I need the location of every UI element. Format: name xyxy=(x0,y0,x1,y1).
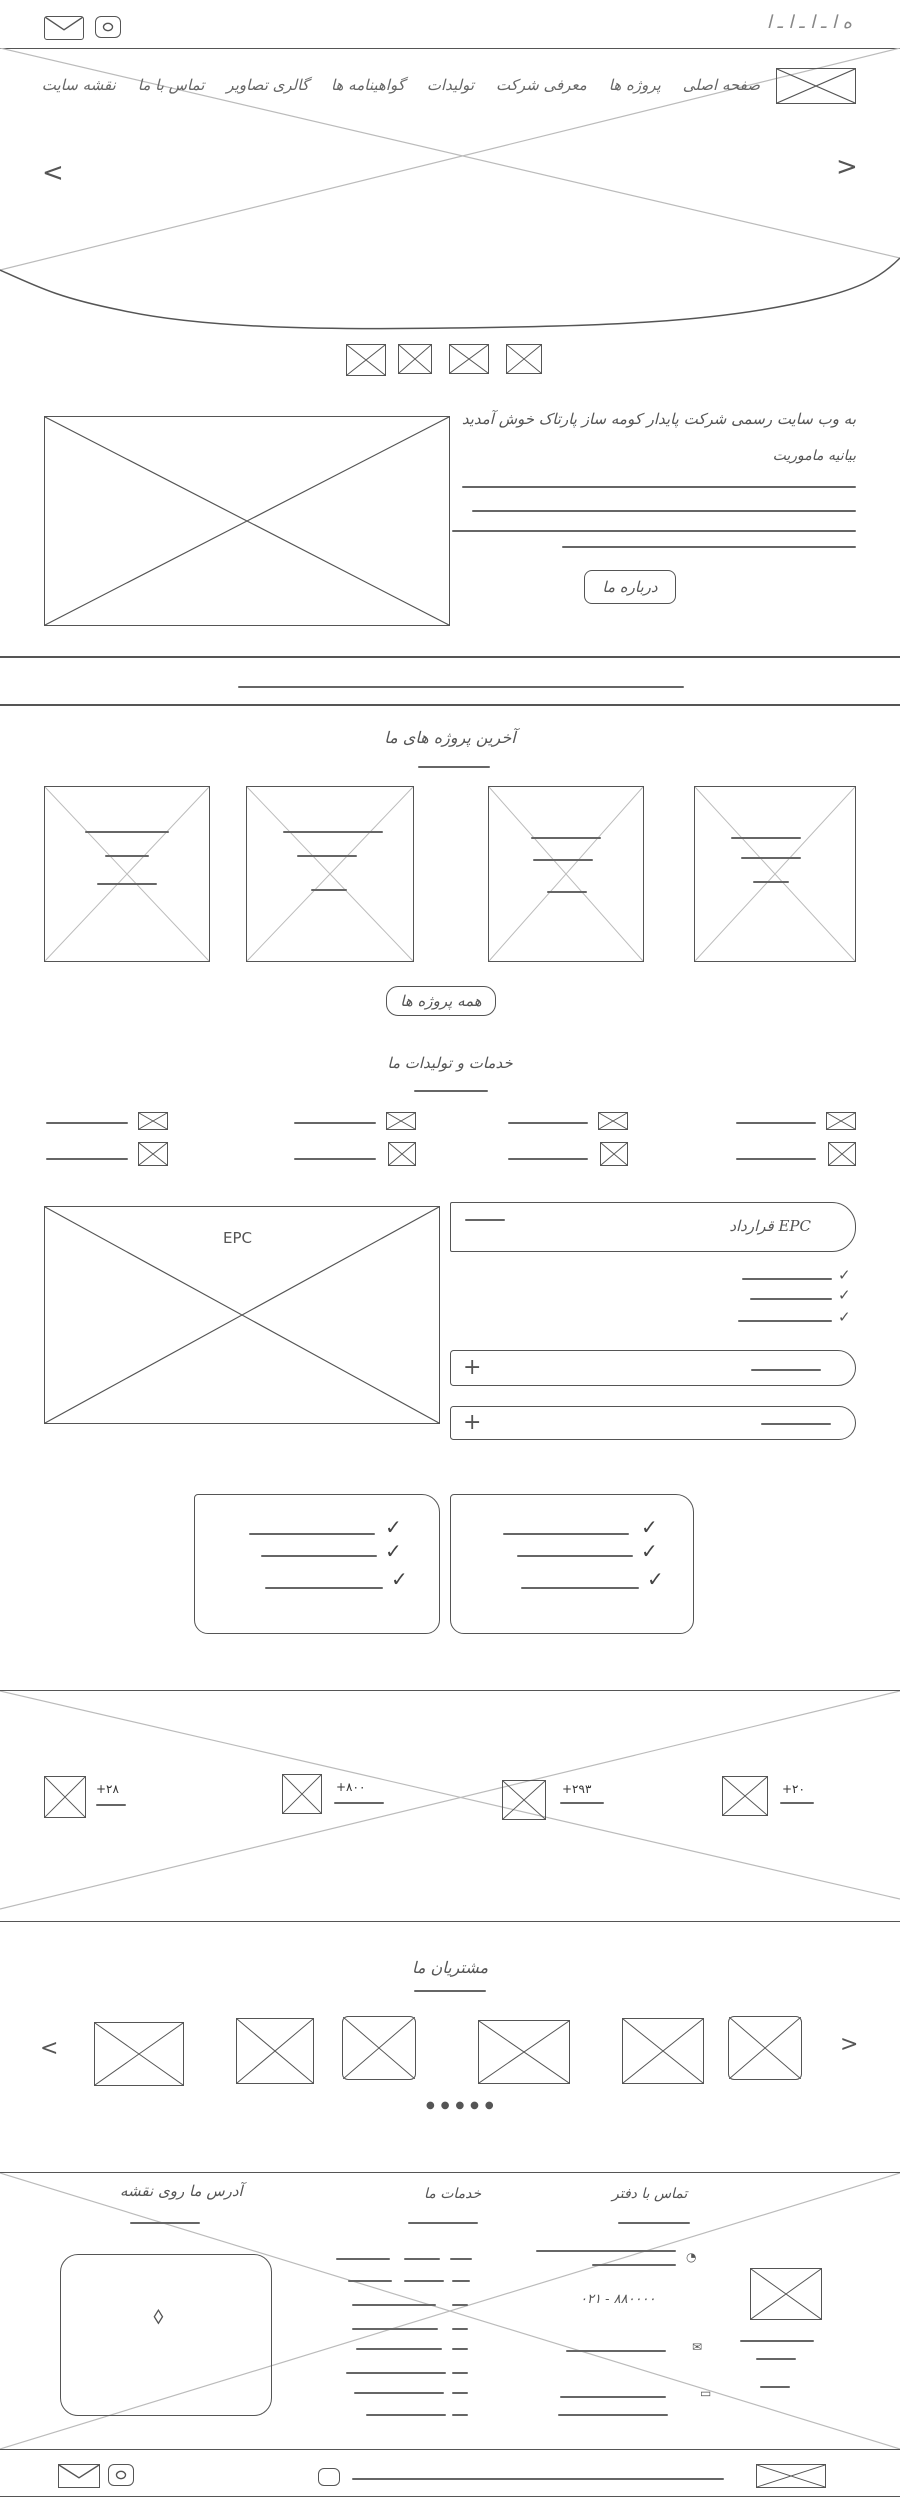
mail-icon[interactable] xyxy=(58,2464,100,2488)
main-nav xyxy=(41,76,760,94)
thumbnail[interactable] xyxy=(398,344,432,374)
project-card[interactable] xyxy=(488,786,644,962)
customers-prev-arrow[interactable]: < xyxy=(40,2036,59,2061)
service-icon[interactable] xyxy=(138,1112,168,1130)
phone-number[interactable]: ۰۲۱ - ۸۸۰۰۰۰ xyxy=(580,2292,656,2307)
customers-next-arrow[interactable]: > xyxy=(840,2032,859,2057)
customers-title: مشتریان ما xyxy=(411,1958,489,1977)
welcome-image-placeholder xyxy=(44,416,450,626)
contact-title: تماس با دفتر xyxy=(612,2186,688,2202)
contact-image-placeholder xyxy=(750,2268,822,2320)
nav-item-certificates[interactable]: گواهینامه ها xyxy=(330,76,405,94)
stat-icon xyxy=(722,1776,768,1816)
nav-item-about[interactable]: معرفی شرکت xyxy=(496,76,587,94)
check-icon: ✓ xyxy=(391,1567,408,1591)
check-icon: ✓ xyxy=(641,1515,658,1539)
accordion-item[interactable] xyxy=(450,1406,856,1440)
epc-card-title: قرارداد EPC xyxy=(729,1217,811,1235)
epc-image-placeholder xyxy=(44,1206,440,1424)
thumbnail[interactable] xyxy=(346,344,386,376)
location-icon: ◔ xyxy=(686,2250,697,2264)
logo-image-placeholder xyxy=(776,68,856,104)
service-icon[interactable] xyxy=(826,1112,856,1130)
check-icon: ✓ xyxy=(641,1539,658,1563)
mission-title: بیانیه ماموریت xyxy=(772,448,856,464)
instagram-icon[interactable] xyxy=(108,2464,134,2486)
check-icon: ✓ xyxy=(647,1567,664,1591)
slider-next-arrow[interactable]: > xyxy=(836,152,858,182)
nav-item-home[interactable]: صفحه اصلی xyxy=(682,76,760,94)
carousel-dots[interactable]: ●●●●● xyxy=(426,2100,500,2111)
customer-logo[interactable] xyxy=(622,2018,704,2084)
slider-prev-arrow[interactable]: < xyxy=(42,158,64,188)
accordion-item[interactable] xyxy=(450,1350,856,1386)
customer-logo[interactable] xyxy=(236,2018,314,2084)
service-icon[interactable] xyxy=(138,1142,168,1166)
about-button[interactable]: درباره ما xyxy=(584,570,676,604)
nav-item-projects[interactable]: پروژه ها xyxy=(608,76,661,94)
stat-value: +۸۰۰ xyxy=(336,1780,366,1794)
check-icon: ✓ xyxy=(385,1515,402,1539)
projects-title: آخرین پروژه های ما xyxy=(384,728,516,747)
thumbnail[interactable] xyxy=(506,344,542,374)
feature-card xyxy=(194,1494,440,1634)
project-card[interactable] xyxy=(44,786,210,962)
nav-item-sitemap[interactable]: نقشه سایت xyxy=(41,76,116,94)
stat-icon xyxy=(502,1780,546,1820)
logo[interactable]: ه ا ـ ا ـ ا ـ ا xyxy=(766,12,852,33)
stat-value: +۲۸ xyxy=(96,1782,119,1796)
customer-logo[interactable] xyxy=(728,2016,802,2080)
all-projects-button[interactable]: همه پروژه ها xyxy=(386,986,496,1016)
fax-icon: ▭ xyxy=(700,2386,712,2400)
service-icon[interactable] xyxy=(598,1112,628,1130)
instagram-icon[interactable] xyxy=(95,16,121,38)
nav-item-contact[interactable]: تماس با ما xyxy=(137,76,205,94)
top-bar xyxy=(0,0,900,49)
plus-icon: + xyxy=(463,1410,482,1435)
plus-icon: + xyxy=(463,1355,482,1380)
mail-icon[interactable] xyxy=(44,16,84,40)
epc-image-label: EPC xyxy=(223,1229,252,1247)
services-title: خدمات و تولیدات ما xyxy=(387,1054,513,1072)
hero-slider xyxy=(0,48,900,330)
project-card[interactable] xyxy=(246,786,414,962)
map-title: آدرس ما روی نقشه xyxy=(120,2182,243,2200)
service-icon[interactable] xyxy=(828,1142,856,1166)
service-icon[interactable] xyxy=(388,1142,416,1166)
feature-card xyxy=(450,1494,694,1634)
check-icon: ✓ xyxy=(838,1266,851,1284)
stat-value: +۲۰ xyxy=(782,1782,805,1796)
customer-logo[interactable] xyxy=(478,2020,570,2084)
email-icon: ✉ xyxy=(692,2340,703,2354)
map-placeholder[interactable] xyxy=(60,2254,272,2416)
stat-value: +۲۹۳ xyxy=(562,1782,592,1796)
check-icon: ✓ xyxy=(838,1308,851,1326)
project-card[interactable] xyxy=(694,786,856,962)
copyright-icon xyxy=(318,2468,340,2486)
thumbnail[interactable] xyxy=(449,344,489,374)
check-icon: ✓ xyxy=(385,1539,402,1563)
copyright-text xyxy=(352,2478,724,2480)
footer-logo-placeholder[interactable] xyxy=(756,2464,826,2488)
epc-card-header[interactable] xyxy=(450,1202,856,1252)
map-pin-icon: ⬨ xyxy=(153,2301,164,2329)
check-icon: ✓ xyxy=(838,1286,851,1304)
customer-logo[interactable] xyxy=(94,2022,184,2086)
stat-icon xyxy=(44,1776,86,1818)
welcome-title: به وب سایت رسمی شرکت پایدار کومه ساز پارتاک خوش آمدید xyxy=(461,410,856,428)
customer-logo[interactable] xyxy=(342,2016,416,2080)
service-icon[interactable] xyxy=(386,1112,416,1130)
nav-item-gallery[interactable]: گالری تصاویر xyxy=(226,76,309,94)
divider-line xyxy=(238,686,684,688)
service-icon[interactable] xyxy=(600,1142,628,1166)
footer-services-title: خدمات ما xyxy=(424,2186,482,2202)
stat-icon xyxy=(282,1774,322,1814)
nav-item-products[interactable]: تولیدات xyxy=(426,76,475,94)
